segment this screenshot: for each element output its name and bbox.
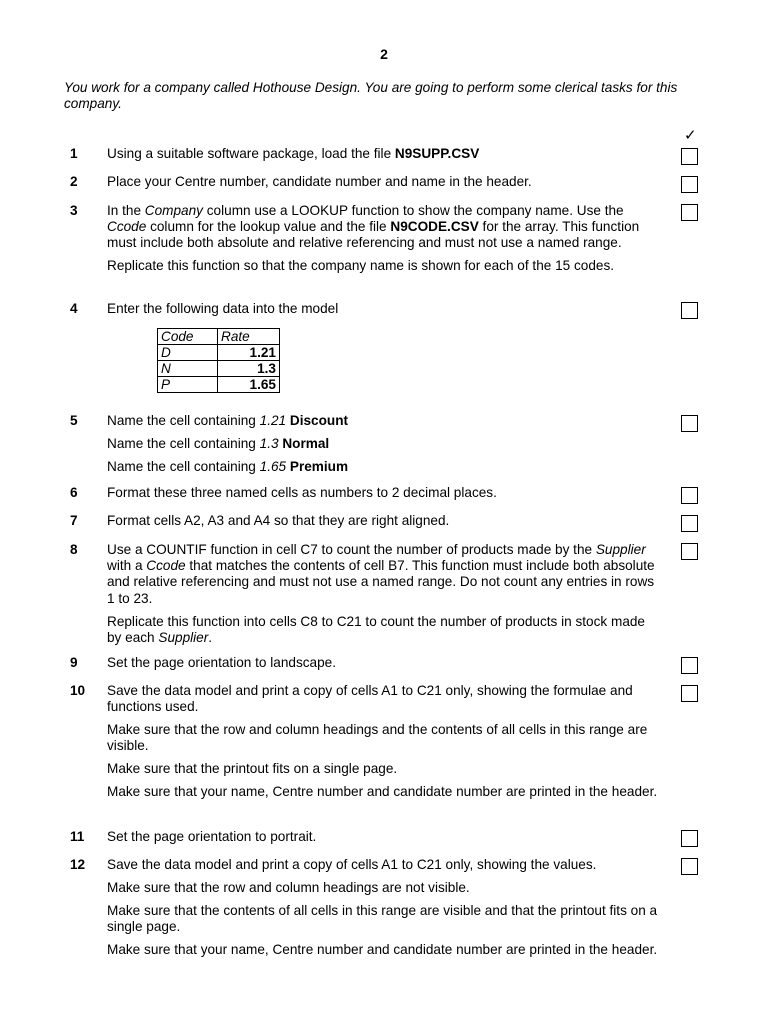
task-body: In the Company column use a LOOKUP function to show the company name. Use the Ccode column for the lookup value and the file N9CODE.CSV for the array. This function must include both absolute and relative referencing and must not use a named range. Replicate this function so that the company name is shown for each of the 15 codes. xyxy=(107,203,640,274)
table-header-code: Code xyxy=(158,329,218,345)
checkbox-task-7[interactable] xyxy=(681,515,698,532)
task-number: 12 xyxy=(70,857,86,872)
table-row: P 1.65 xyxy=(158,377,280,393)
checkbox-task-8[interactable] xyxy=(681,543,698,560)
checkbox-task-10[interactable] xyxy=(681,685,698,702)
task-number: 8 xyxy=(70,542,78,557)
checkbox-task-11[interactable] xyxy=(681,830,698,847)
task-body: Name the cell containing 1.21 Discount Name the cell containing 1.3 Normal Name the cell containing 1.65 Premium xyxy=(107,413,349,474)
checkbox-task-9[interactable] xyxy=(681,657,698,674)
task-number: 7 xyxy=(70,513,78,528)
task-body: Enter the following data into the model xyxy=(107,301,339,316)
task-body: Save the data model and print a copy of cells A1 to C21 only, showing the values. Make sure that the row and column headings are not visible. Make sure that the contents of all cells in this range are visible and that the printout fits on a single page. Make sure that your name, Centre number and candidate number are printed in the header. xyxy=(107,857,658,958)
task-number: 5 xyxy=(70,413,78,428)
task-number: 4 xyxy=(70,301,78,316)
task-body: Use a COUNTIF function in cell C7 to count the number of products made by the Supplier with a Ccode that matches the contents of cell B7. This function must include both absolute and relative referencing and must not use a named range. Do not count any entries in rows 1 to 23. Replicate this function into cells C8 to C21 to count the number of products in stock made by each Supplier. xyxy=(107,542,655,645)
task-body: Save the data model and print a copy of cells A1 to C21 only, showing the formulae and functions used. Make sure that the row and column headings and the contents of all cells in this range are visible. Make sure that the printout fits on a single page. Make sure that your name, Centre number and candidate number are printed in the header. xyxy=(107,683,658,800)
rates-table xyxy=(157,328,280,393)
checkbox-task-1[interactable] xyxy=(681,148,698,165)
task-number: 9 xyxy=(70,655,78,670)
checkbox-task-6[interactable] xyxy=(681,487,698,504)
checkbox-task-5[interactable] xyxy=(681,415,698,432)
task-number: 2 xyxy=(70,174,78,189)
task-number: 10 xyxy=(70,683,86,698)
page-number: 2 xyxy=(380,46,388,62)
task-body: Set the page orientation to portrait. xyxy=(107,829,317,844)
checkbox-task-12[interactable] xyxy=(681,858,698,875)
task-body: Format cells A2, A3 and A4 so that they are right aligned. xyxy=(107,513,450,528)
task-body: Set the page orientation to landscape. xyxy=(107,655,336,670)
table-row: N 1.3 xyxy=(158,361,280,377)
checkbox-task-2[interactable] xyxy=(681,176,698,193)
task-number: 6 xyxy=(70,485,78,500)
task-number: 3 xyxy=(70,203,78,218)
checkbox-task-3[interactable] xyxy=(681,204,698,221)
intro-text: You work for a company called Hothouse Design. You are going to perform some clerical tasks for this company. xyxy=(64,80,678,111)
checkbox-task-4[interactable] xyxy=(681,302,698,319)
task-body: Place your Centre number, candidate number and name in the header. xyxy=(107,174,532,189)
task-body: Format these three named cells as numbers to 2 decimal places. xyxy=(107,485,497,500)
table-header-rate: Rate xyxy=(218,329,280,345)
table-header-row xyxy=(158,329,280,345)
task-number: 1 xyxy=(70,146,78,161)
table-row: D 1.21 xyxy=(158,345,280,361)
tick-mark-icon: ✓ xyxy=(684,127,697,144)
task-body: Using a suitable software package, load the file N9SUPP.CSV xyxy=(107,146,480,161)
task-number: 11 xyxy=(70,829,85,844)
